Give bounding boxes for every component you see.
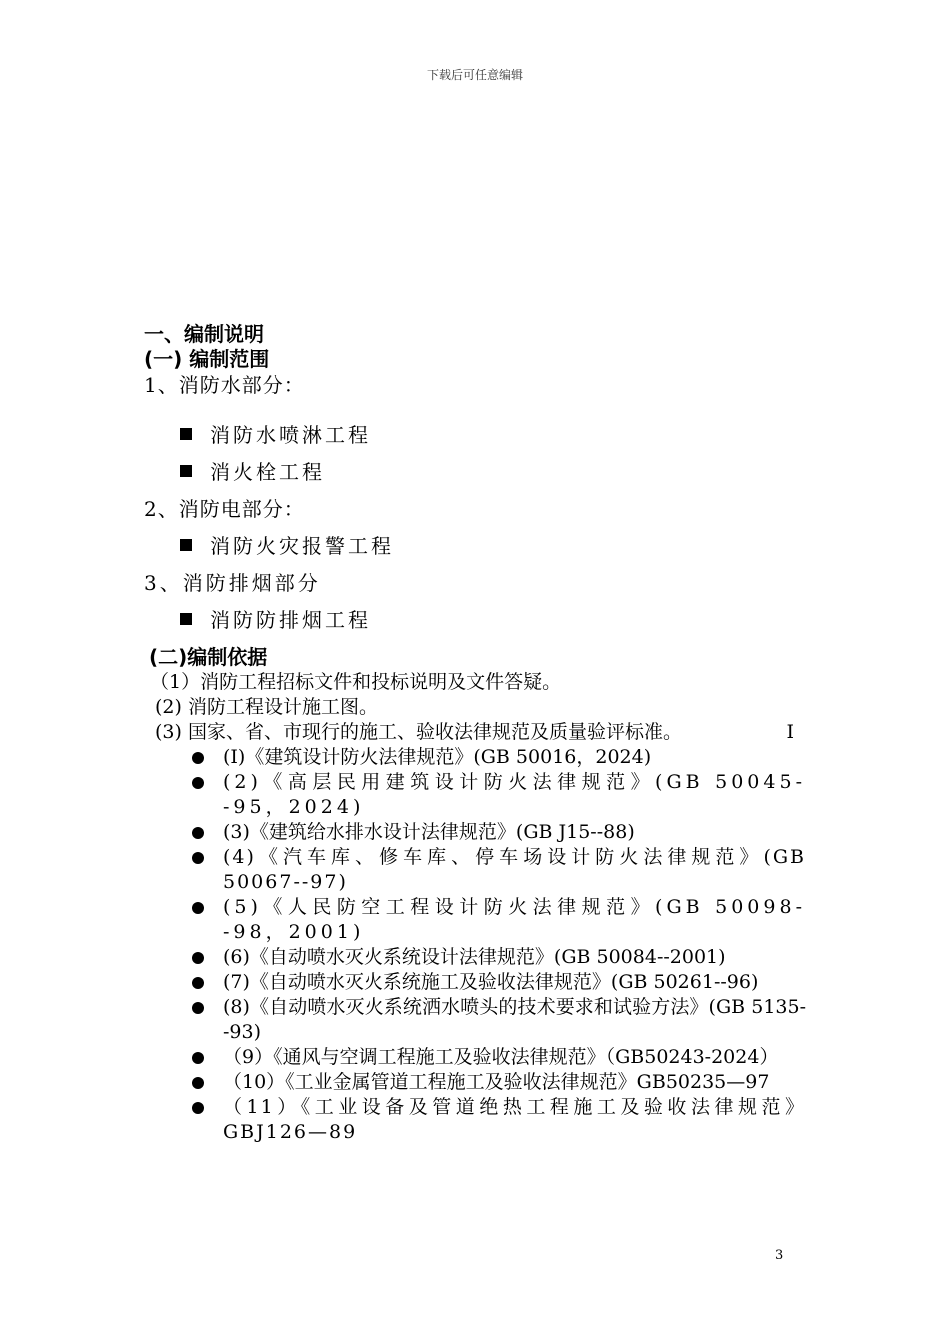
margin-marker: I <box>786 721 794 743</box>
bullet-dot-icon <box>192 1052 204 1064</box>
bullet-dot-icon <box>192 902 204 914</box>
bullet-dot-icon <box>192 1102 204 1114</box>
scope-item <box>144 422 814 448</box>
bullet-dot-icon <box>192 977 204 989</box>
scope-heading: (一) 编制范围 <box>144 347 270 371</box>
scope-part-label: 2、消防电部分： <box>144 497 305 521</box>
square-bullet-icon <box>180 539 192 551</box>
standard-text: (5)《人民防空工程设计防火法律规范》(GB 50098--98，2001) <box>223 896 806 943</box>
standard-text: (8)《自动喷水灭火系统洒水喷头的技术要求和试验方法》(GB 5135--93) <box>223 996 806 1043</box>
scope-item <box>144 533 814 559</box>
list-item <box>144 770 806 820</box>
list-item <box>144 1070 806 1095</box>
standard-text: （11）《工业设备及管道绝热工程施工及验收法律规范》GBJ126—89 <box>223 1096 806 1143</box>
scope-item <box>144 459 814 485</box>
scope-item-text: 消防火灾报警工程 <box>210 534 394 558</box>
scope-part-label: 1、消防水部分： <box>144 373 305 397</box>
square-bullet-icon <box>180 613 192 625</box>
square-bullet-icon <box>180 428 192 440</box>
standard-text: (2)《高层民用建筑设计防火法律规范》(GB 50045--95，2024) <box>223 771 806 818</box>
scope-item <box>144 607 814 633</box>
list-item <box>144 1045 806 1070</box>
list-item <box>144 745 806 770</box>
standard-text: (3)《建筑给水排水设计法律规范》(GB J15--88) <box>223 821 635 843</box>
list-item <box>144 945 806 970</box>
basis-line-3 <box>144 720 814 745</box>
page-number: 3 <box>775 1248 784 1263</box>
standard-text: (I)《建筑设计防火法律规范》(GB 50016，2024) <box>223 746 652 768</box>
bullet-dot-icon <box>192 777 204 789</box>
square-bullet-icon <box>180 465 192 477</box>
scope-item-text: 消防防排烟工程 <box>210 608 371 632</box>
standard-text: (7)《自动喷水灭火系统施工及验收法律规范》(GB 50261--96) <box>223 971 759 993</box>
standard-text: （9）《通风与空调工程施工及验收法律规范》（GB50243-2024） <box>223 1046 779 1068</box>
list-item <box>144 970 806 995</box>
bullet-dot-icon <box>192 952 204 964</box>
standard-text: (4)《汽车库、修车库、停车场设计防火法律规范》(GB 50067--97) <box>223 846 806 893</box>
scope-item-text: 消火栓工程 <box>210 460 325 484</box>
bullet-dot-icon <box>192 827 204 839</box>
list-item <box>144 995 806 1045</box>
section-title: 一、编制说明 <box>144 322 264 346</box>
page-header: 下载后可任意编辑 <box>426 68 523 82</box>
bullet-dot-icon <box>192 752 204 764</box>
bullet-dot-icon <box>192 1077 204 1089</box>
list-item <box>144 1095 806 1145</box>
list-item <box>144 895 806 945</box>
list-item <box>144 820 806 845</box>
bullet-dot-icon <box>192 1002 204 1014</box>
document-body <box>144 322 814 1145</box>
basis-line-text: (3) 国家、省、市现行的施工、验收法律规范及质量验评标准。 <box>155 721 682 743</box>
basis-heading: (二)编制依据 <box>149 645 268 669</box>
scope-part-label: 3、消防排烟部分 <box>144 571 321 595</box>
standards-list <box>144 745 814 1145</box>
basis-line: (2) 消防工程设计施工图。 <box>155 696 378 718</box>
bullet-dot-icon <box>192 852 204 864</box>
standard-text: (6)《自动喷水灭火系统设计法律规范》(GB 50084--2001) <box>223 946 726 968</box>
standard-text: （10）《工业金属管道工程施工及验收法律规范》GB50235—97 <box>223 1071 770 1093</box>
scope-item-text: 消防水喷淋工程 <box>210 423 371 447</box>
basis-line: （1）消防工程招标文件和投标说明及文件答疑。 <box>150 671 562 693</box>
list-item <box>144 845 806 895</box>
